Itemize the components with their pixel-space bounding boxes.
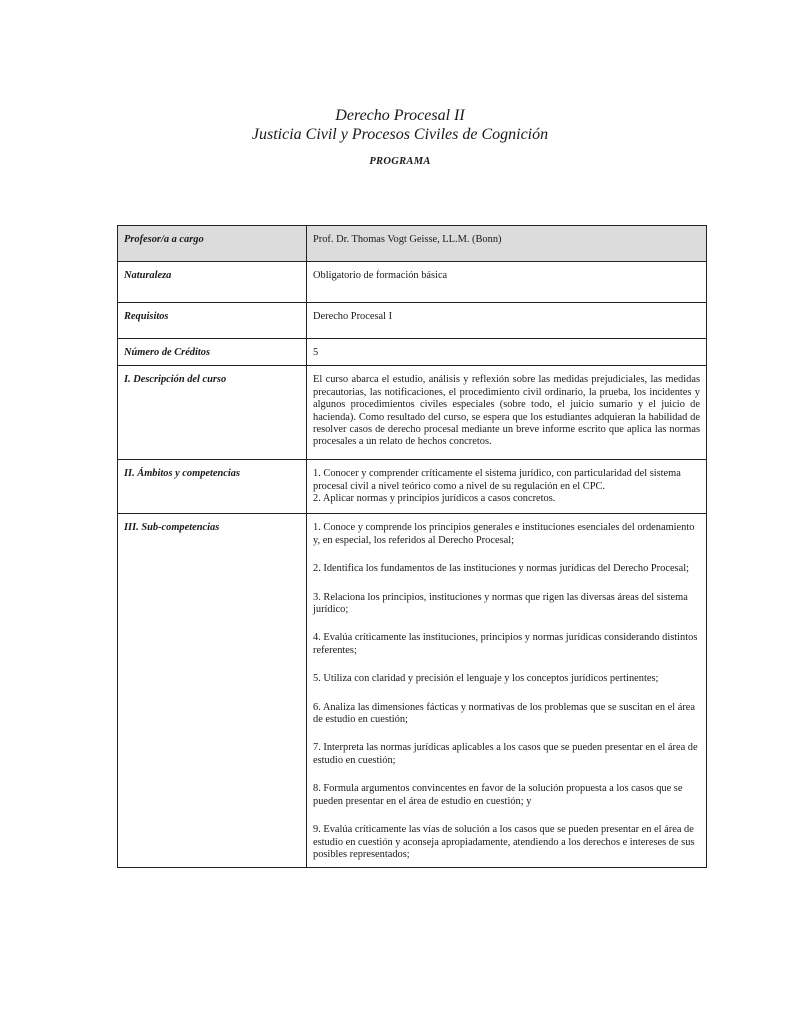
row-naturaleza [118, 262, 707, 303]
document-header [0, 106, 800, 167]
subcompetencia-item: 6. Analiza las dimensiones fácticas y normativas de los problemas que se suscitan en el área de estudio en cuestión; [313, 701, 696, 726]
subcompetencia-item: 1. Conoce y comprende los principios generales e instituciones esenciales del ordenamiento y, en especial, los referidos al Derecho Procesal; [313, 522, 695, 546]
label-profesor: Profesor/a a cargo [118, 226, 307, 262]
subcompetencia-item: 3. Relaciona los principios, instituciones y normas que rigen las diversas áreas del sistema jurídico; [313, 591, 688, 616]
label-requisitos: Requisitos [118, 303, 307, 339]
subcompetencia-item: 4. Evalúa críticamente las instituciones, principios y normas jurídicas considerando distintos referentes; [313, 632, 698, 656]
subcompetencia-item: 9. Evalúa críticamente las vías de solución a los casos que se pueden presentar en el área de estudio en cuestión y aconseja apropiadamente, atendiendo a los derechos e intereses de sus posibles representados; [313, 824, 695, 860]
row-ambitos [118, 460, 707, 514]
label-descripcion: I. Descripción del curso [118, 366, 307, 460]
row-profesor [118, 226, 707, 262]
programa-heading: PROGRAMA [369, 156, 431, 167]
course-title: Derecho Procesal II [335, 107, 465, 124]
value-naturaleza: Obligatorio de formación básica [307, 262, 707, 303]
course-subtitle: Justicia Civil y Procesos Civiles de Cognición [251, 126, 549, 143]
value-creditos: 5 [307, 339, 707, 366]
subcompetencia-item: 2. Identifica los fundamentos de las instituciones y normas jurídicas del Derecho Procesal; [313, 563, 689, 575]
row-descripcion [118, 366, 707, 460]
label-creditos: Número de Créditos [118, 339, 307, 366]
ambito-item: 2. Aplicar normas y principios jurídicos a casos concretos. [313, 493, 556, 505]
row-subcompetencias [118, 514, 707, 868]
row-creditos [118, 339, 707, 366]
ambito-item: 1. Conocer y comprender críticamente el sistema jurídico, con particularidad del sistema procesal civil a nivel teórico como a nivel de su regulación en el CPC. [313, 468, 681, 492]
label-ambitos: II. Ámbitos y competencias [118, 460, 307, 514]
value-subcompetencias [307, 514, 707, 868]
value-requisitos: Derecho Procesal I [307, 303, 707, 339]
syllabus-table [117, 225, 707, 868]
row-requisitos [118, 303, 707, 339]
label-naturaleza: Naturaleza [118, 262, 307, 303]
value-descripcion: El curso abarca el estudio, análisis y reflexión sobre las medidas prejudiciales, las medidas precautorias, las notificaciones, el procedimiento civil ordinario, la prueba, los incidentes y algunos procedimientos civiles especiales (sobre todo, el juicio sumario y el juicio de hacienda). Como resultado del curso, se espera que los estudiantes adquieran la habilidad de resolver casos de derecho procesal mediante un breve informe escrito que aplica las normas procesales a un relato de hechos concretos. [307, 366, 707, 460]
value-ambitos [307, 460, 707, 514]
subcompetencia-item: 7. Interpreta las normas jurídicas aplicables a los casos que se pueden presentar en el área de estudio en cuestión; [313, 742, 698, 766]
subcompetencia-item: 5. Utiliza con claridad y precisión el lenguaje y los conceptos jurídicos pertinentes; [313, 673, 659, 685]
value-profesor: Prof. Dr. Thomas Vogt Geisse, LL.M. (Bonn) [307, 226, 707, 262]
label-subcompetencias: III. Sub-competencias [118, 514, 307, 868]
subcompetencia-item: 8. Formula argumentos convincentes en favor de la solución propuesta a los casos que se pueden presentar en el área de estudio en cuestión; y [313, 783, 683, 807]
